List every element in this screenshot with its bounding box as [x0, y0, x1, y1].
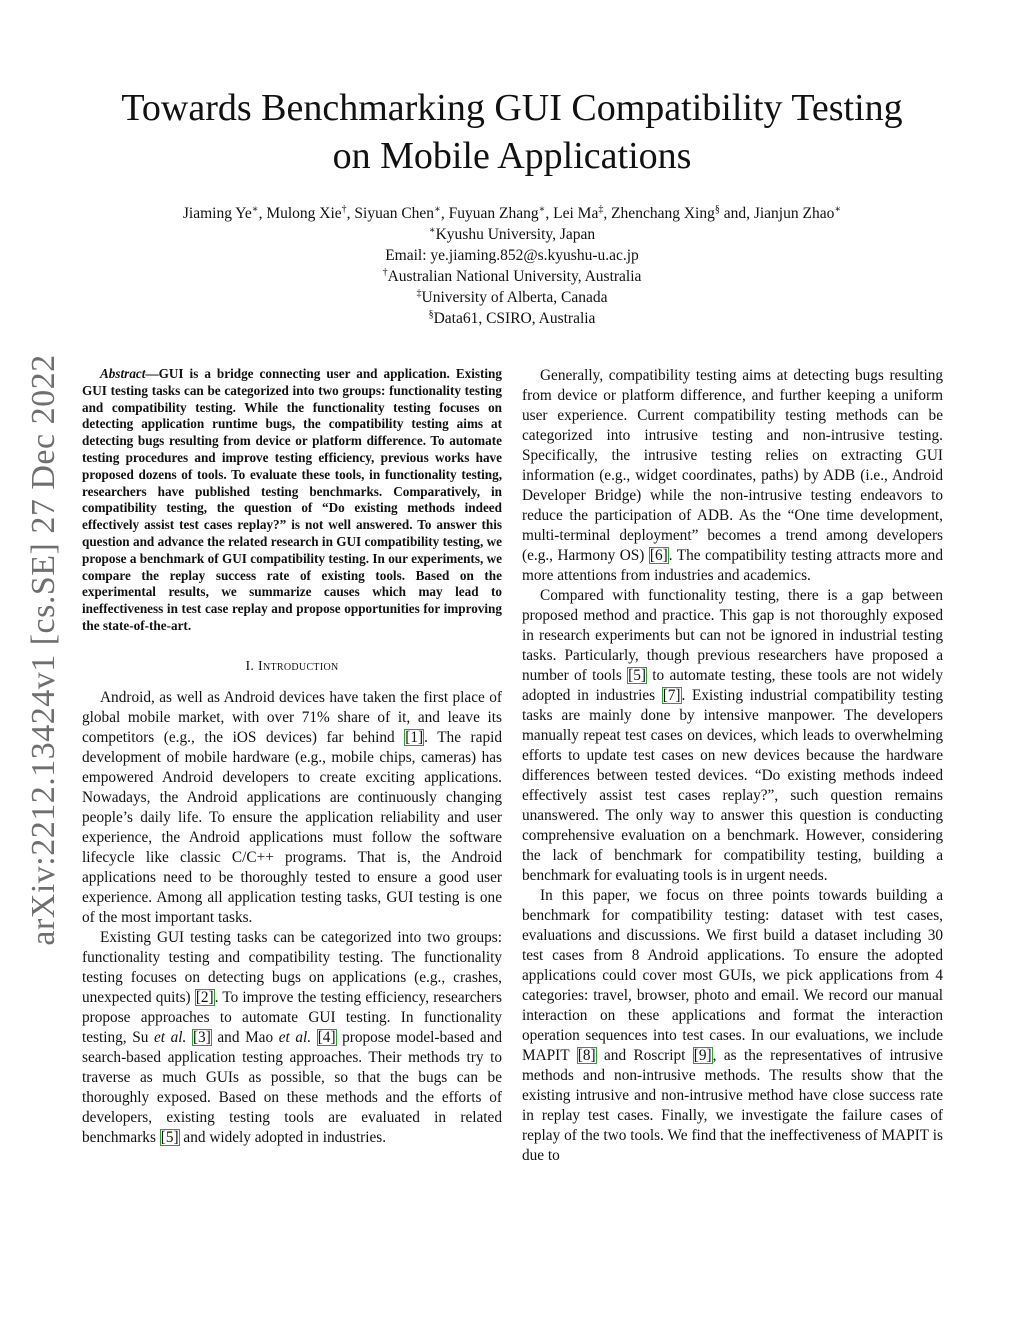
paragraph-text: , as the representatives of intrusive methods and non-intrusive methods. The results show that the existing intrusive and non-intrusive method have close success rate in replay test cases. Finally, we investigate the failure cases of replay of the two tools. We find that the ineffectiveness of MAPIT is due to	[522, 1047, 943, 1164]
paragraph-text: Compared with functionality testing, there is a gap between proposed method and practice. This gap is not thoroughly exposed in research experiments but can not be ignored in industrial testing tasks. Particularly, though previous researchers have proposed a number of tools	[522, 587, 943, 684]
author-separator: ,	[603, 205, 612, 222]
affiliation-line	[60, 266, 964, 287]
paragraph-text	[311, 1029, 317, 1046]
citation-link[interactable]: [2]	[195, 988, 214, 1006]
author-separator: ,	[346, 205, 355, 222]
affiliation-text: Data61, CSIRO, Australia	[433, 310, 596, 327]
affiliation-text: Email: ye.jiaming.852@s.kyushu-u.ac.jp	[385, 247, 639, 264]
abstract	[82, 366, 502, 635]
affiliation-text: Australian National University, Australia	[387, 268, 642, 285]
paragraph-text: to automate testing, these tools are not widely adopted in industries	[522, 667, 943, 704]
paragraph-text: propose model-based and search-based application testing approaches. Their methods try to traverse as much GUIs as possible, so that the bugs can be thoroughly exposed. Based on these methods and the efforts of developers, existing testing tools are evaluated in related benchmarks	[82, 1028, 503, 1146]
paragraph-text: . The rapid development of mobile hardware (e.g., mobile chips, cameras) has empowered Android developers to create exciting applications. Nowadays, the Android applications are continuously changing people’s daily life. To ensure the application reliability and user experience, the Android applications must follow the software lifecycle like classic C/C++ programs. That is, the Android applications need to be thoroughly tested to ensure a good user experience. Among all application testing tasks, GUI testing is one of the most important tasks.	[82, 728, 502, 926]
author-name: Lei Ma	[553, 205, 599, 222]
arxiv-identifier: arXiv:2212.13424v1 [cs.SE] 27 Dec 2022	[25, 354, 62, 946]
title-line-2: on Mobile Applications	[332, 135, 692, 177]
affiliation-mark: §	[428, 308, 434, 320]
author-affiliation-mark: ‡	[598, 203, 604, 215]
author-separator: ,	[545, 205, 554, 222]
affiliation-text: University of Alberta, Canada	[421, 289, 608, 306]
left-column	[82, 366, 502, 1148]
affiliation-line	[60, 224, 964, 245]
affiliation-text: Kyushu University, Japan	[435, 226, 596, 243]
citation-link[interactable]: [7]	[662, 687, 681, 704]
author-affiliation-mark: ∗	[434, 203, 441, 215]
body-paragraph	[82, 928, 502, 1148]
right-column	[522, 366, 943, 1166]
author-affiliation-mark: ∗	[834, 203, 842, 215]
body-paragraph	[522, 586, 943, 886]
author-affiliation-mark: ∗	[538, 203, 546, 215]
citation-link[interactable]: [1]	[405, 728, 424, 746]
author-name: Mulong Xie	[266, 205, 342, 222]
author-affiliation-mark: ∗	[251, 203, 259, 215]
author-separator: ,	[258, 205, 267, 222]
affiliation-line	[60, 245, 964, 266]
affiliation-mark: ‡	[416, 287, 422, 299]
paragraph-text: In this paper, we focus on three points towards building a benchmark for compatibility testing: dataset with test cases, evaluations and discussions. We first build a dataset including 30 test cases from 8 Android applications. To ensure the adopted applications could cover most GUIs, we pick applications from 4 categories: travel, browser, photo and email. We record our manual interaction on these applications and format the interaction operation sequences into test cases. In our evaluations, we include MAPIT	[522, 887, 943, 1064]
citation-link[interactable]: [4]	[317, 1028, 336, 1046]
author-name: Zhenchang Xing	[611, 205, 715, 222]
paragraph-text: . The compatibility testing attracts more and more attentions from industries and academics.	[522, 547, 943, 584]
citation-link[interactable]: [6]	[649, 547, 668, 564]
abstract-label: Abstract	[100, 366, 146, 381]
paragraph-text: Android, as well as Android devices have taken the first place of global mobile market, with over 71% share of it, and leave its competitors (e.g., the iOS devices) far behind	[82, 688, 502, 746]
author-separator: and,	[719, 205, 754, 222]
paragraph-text: and Roscript	[596, 1047, 693, 1064]
author-separator: ,	[440, 205, 449, 222]
citation-link[interactable]: [9]	[693, 1047, 712, 1064]
citation-link[interactable]: [3]	[192, 1028, 211, 1046]
paragraph-text: . Existing industrial compatibility testing tasks are mainly done by intensive manpower. The developers manually repeat test cases on devices, which leads to overwhelming efforts to update test cases on new devices because the hardware differences between tested devices. “Do existing methods indeed effectively assist test cases replay?”, such question remains unanswered. The only way to answer this question is conducting comprehensive evaluation on a benchmark. However, considering the lack of benchmark for compatibility testing, building a benchmark for evaluating tools is in urgent needs.	[522, 687, 943, 884]
title-line-1: Towards Benchmarking GUI Compatibility Testing	[121, 87, 903, 129]
paragraph-text: and widely adopted in industries.	[179, 1128, 387, 1146]
affiliation-mark: †	[382, 266, 388, 278]
body-paragraph	[522, 886, 943, 1166]
italic-text: et al.	[278, 1028, 312, 1046]
citation-link[interactable]: [5]	[628, 667, 646, 684]
affiliation-list	[60, 224, 964, 329]
abstract-text: —GUI is a bridge connecting user and application. Existing GUI testing tasks can be categorized into two groups: functionality testing and compatibility testing. While the functionality testing focuses on detecting application runtime bugs, the compatibility testing aims at detecting bugs resulting from device or platform difference. To automate testing procedures and improve testing efficiency, previous works have proposed dozens of tools. To evaluate these tools, in functionality testing, researchers have published testing benchmarks. Comparatively, in compatibility testing, the question of “Do existing methods indeed effectively assist test cases replay?” is not well answered. To answer this question and advance the related research in GUI compatibility testing, we propose a benchmark of GUI compatibility testing. In our experiments, we compare the replay success rate of existing tools. Based on the experimental results, we summarize causes which may lead to ineffectiveness in test case replay and propose opportunities for improving the state-of-the-art.	[82, 366, 502, 633]
author-name: Jianjun Zhao	[753, 205, 835, 222]
author-affiliation-mark: §	[714, 203, 720, 215]
author-name: Fuyuan Zhang	[448, 205, 539, 222]
italic-text: et al.	[153, 1028, 187, 1046]
paragraph-text: and Mao	[211, 1028, 279, 1046]
author-affiliation-mark: †	[341, 203, 347, 215]
paragraph-text: Generally, compatibility testing aims at detecting bugs resulting from device or platform difference, and further keeping a uniform user experience. Current compatibility testing methods can be categorized into intrusive testing and non-intrusive testing. Specifically, the intrusive testing relies on extracting GUI information (e.g., widget coordinates, paths) by ADB (i.e., Android Developer Bridge) while the non-intrusive testing endeavors to reduce the participation of ADB. As the “One time development, multi-terminal deployment” becomes a trend among developers (e.g., Harmony OS)	[522, 367, 943, 564]
body-paragraph	[82, 688, 502, 928]
affiliation-mark: ∗	[428, 224, 436, 236]
affiliation-line	[60, 287, 964, 308]
author-name: Jiaming Ye	[182, 205, 252, 222]
citation-link[interactable]: [5]	[160, 1128, 179, 1146]
arxiv-sidebar	[22, 350, 66, 950]
body-paragraph	[522, 366, 943, 586]
section-heading-introduction: I. Introduction	[245, 658, 339, 674]
author-list	[60, 203, 964, 224]
author-block	[60, 203, 964, 329]
affiliation-line	[60, 308, 964, 329]
author-name: Siyuan Chen	[354, 205, 435, 222]
paragraph-text: . To improve the testing efficiency, researchers propose approaches to automate GUI testing. In functionality testing, Su	[82, 988, 502, 1046]
citation-link[interactable]: [8]	[577, 1047, 596, 1064]
paragraph-text: Existing GUI testing tasks can be categorized into two groups: functionality testing and compatibility testing. The functionality testing focuses on detecting bugs on applications (e.g., crashes, unexpected quits)	[82, 928, 502, 1006]
paper-title	[60, 84, 964, 180]
